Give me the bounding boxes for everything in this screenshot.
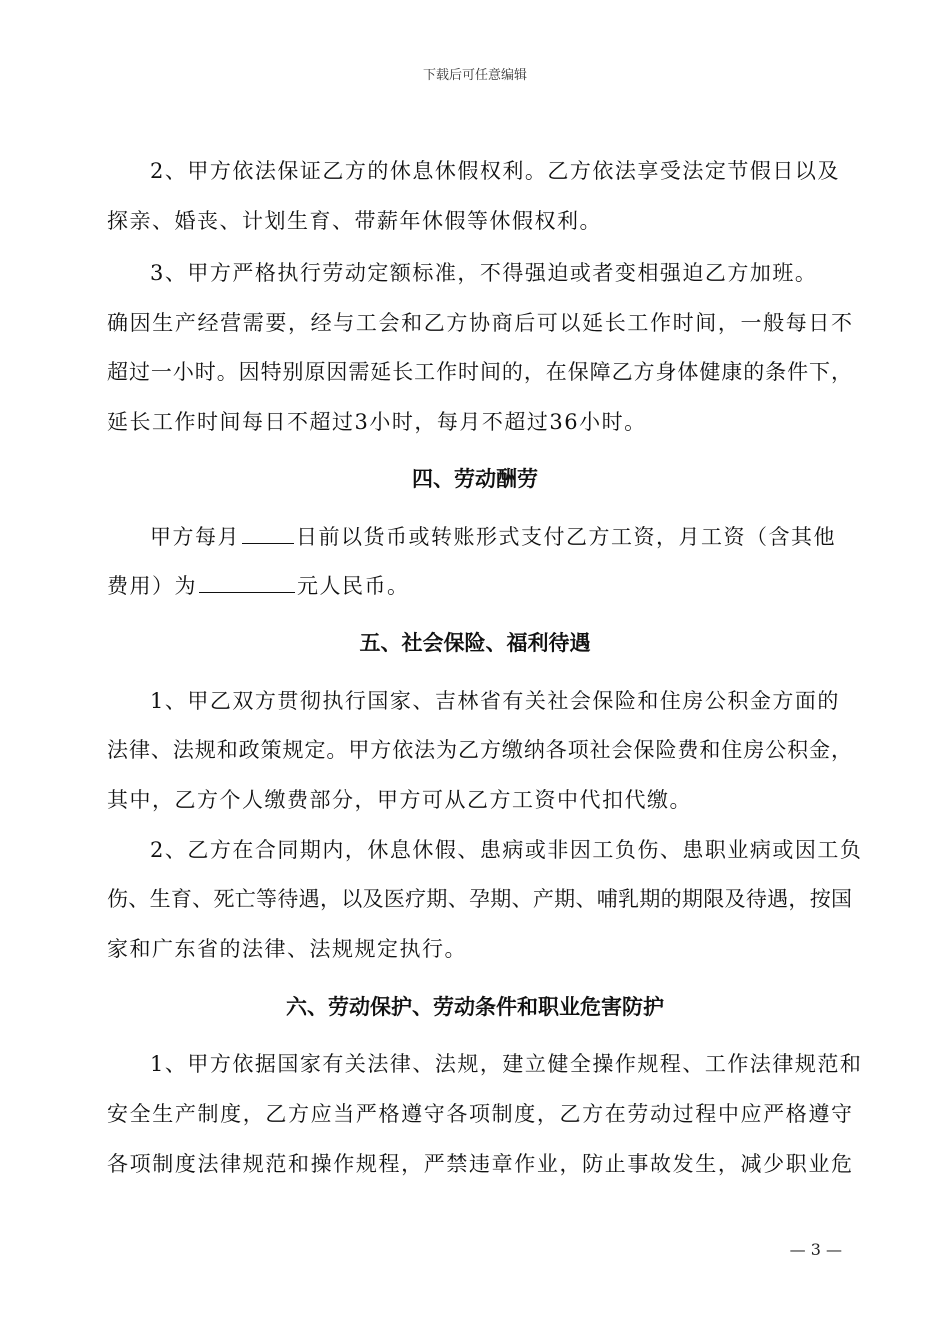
pay-day-blank xyxy=(242,521,294,544)
section-heading: 四、劳动酬劳 xyxy=(412,467,538,491)
paragraph-line: 3、甲方严格执行劳动定额标准，不得强迫或者变相强迫乙方加班。 xyxy=(150,261,818,285)
paragraph-line: 超过一小时。因特别原因需延长工作时间的，在保障乙方身体健康的条件下， xyxy=(107,360,852,384)
paragraph-line: 2、乙方在合同期内，休息休假、患病或非因工负伤、患职业病或因工负 xyxy=(150,838,863,862)
paragraph-line: 各项制度法律规范和操作规程，严禁违章作业，防止事故发生，减少职业危 xyxy=(107,1152,852,1176)
pay-text: 费用）为 xyxy=(107,574,197,598)
paragraph-line: 确因生产经营需要，经与工会和乙方协商后可以延长工作时间，一般每日不 xyxy=(107,311,852,335)
paragraph-line: 伤、生育、死亡等待遇，以及医疗期、孕期、产期、哺乳期的期限及待遇，按国 xyxy=(107,887,852,911)
paragraph-line: 其中，乙方个人缴费部分，甲方可从乙方工资中代扣代缴。 xyxy=(107,788,692,812)
paragraph-line: 延长工作时间每日不超过3小时，每月不超过36小时。 xyxy=(107,410,647,434)
paragraph-line: 探亲、婚丧、计划生育、带薪年休假等休假权利。 xyxy=(107,209,602,233)
salary-amount-blank xyxy=(199,570,295,593)
section-heading: 五、社会保险、福利待遇 xyxy=(359,631,591,655)
paragraph-line: 2、甲方依法保证乙方的休息休假权利。乙方依法享受法定节假日以及 xyxy=(150,159,840,183)
paragraph-line: 1、甲乙双方贯彻执行国家、吉林省有关社会保险和住房公积金方面的 xyxy=(150,689,840,713)
page-number: — 3 — xyxy=(789,1240,842,1259)
pay-text: 元人民币。 xyxy=(297,574,410,598)
paragraph-line xyxy=(150,521,852,552)
paragraph-line: 法律、法规和政策规定。甲方依法为乙方缴纳各项社会保险费和住房公积金， xyxy=(107,738,852,762)
pay-text: 甲方每月 xyxy=(150,525,240,549)
paragraph-line xyxy=(107,570,852,601)
pay-text: 日前以货币或转账形式支付乙方工资，月工资（含其他 xyxy=(296,525,836,549)
paragraph-line: 1、甲方依据国家有关法律、法规，建立健全操作规程、工作法律规范和 xyxy=(150,1052,863,1076)
paragraph-line: 安全生产制度，乙方应当严格遵守各项制度，乙方在劳动过程中应严格遵守 xyxy=(107,1102,852,1126)
section-heading: 六、劳动保护、劳动条件和职业危害防护 xyxy=(286,995,664,1019)
paragraph-line: 家和广东省的法律、法规规定执行。 xyxy=(107,937,467,961)
header-note: 下载后可任意编辑 xyxy=(422,68,527,83)
